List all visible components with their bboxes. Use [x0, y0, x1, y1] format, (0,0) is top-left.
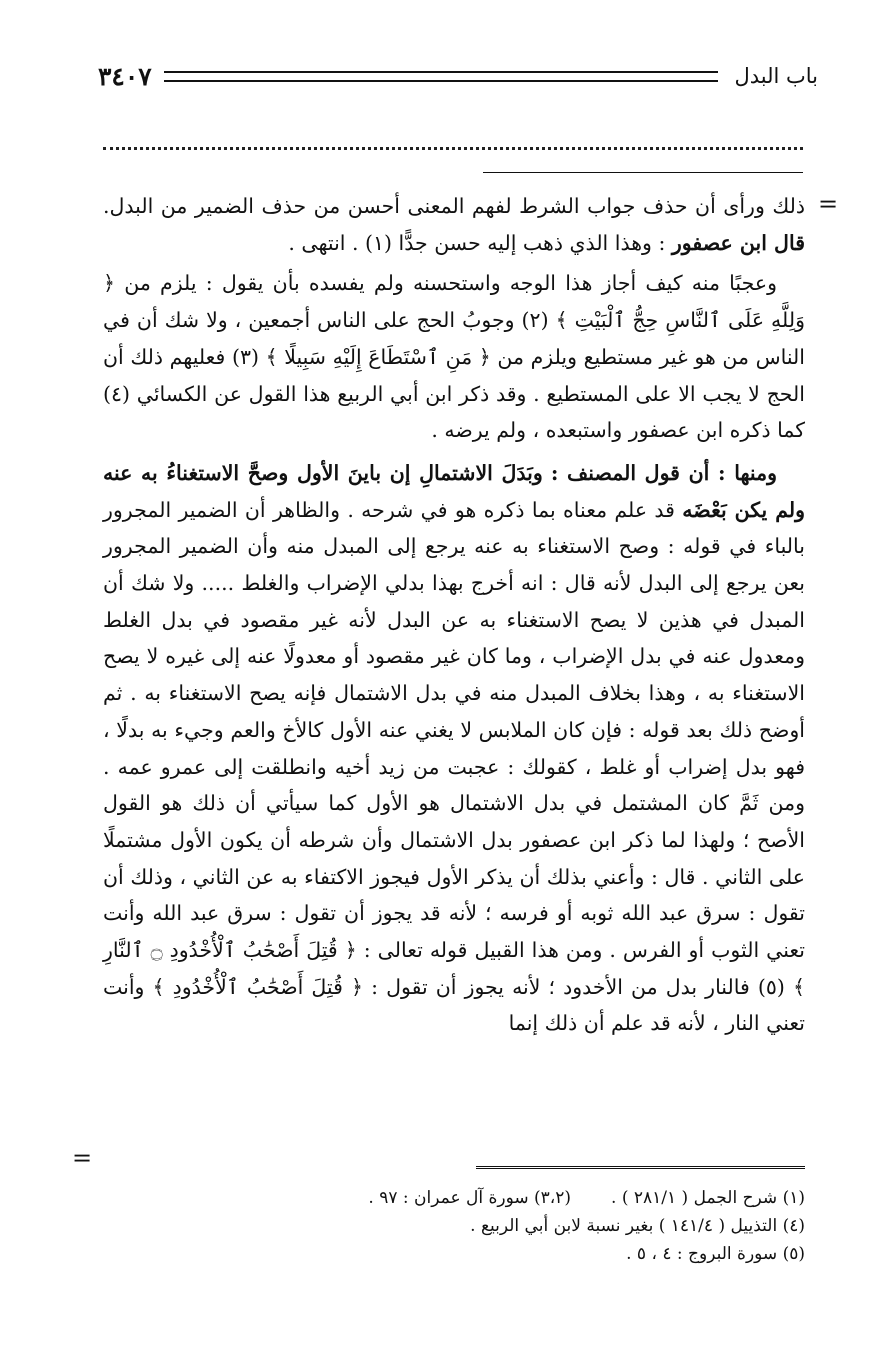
paragraph-3-mid: (٥) فالنار بدل من الأخدود ؛ لأنه يجوز أن تقول :: [371, 974, 785, 999]
bold-citation: قال ابن عصفور: [671, 230, 805, 255]
footnote-1: (١) شرح الجمل ( ٢٨١/١ ) .: [611, 1188, 805, 1208]
paragraph-1-text: ذلك ورأى أن حذف جواب الشرط لفهم المعنى أحسن من حذف الضمير من البدل.: [103, 194, 805, 218]
dotted-separator: [103, 133, 803, 150]
continuation-mark-start: =: [818, 190, 839, 218]
paragraph-3-text: قد علم معناه بما ذكره هو في شرحه . والظاهر أن الضمير المجرور بالباء في قوله : وصح الاستغناء به عنه يرجع إلى المبدل منه وأن الضمير المجرور بعن يرجع إلى البدل لأنه قال : انه أخرج بهذا بدلي الإضراب والغلط ..... ولا شك أن المبدل في هذين لا يصح الاستغناء به عن البدل لأنه غير مقصود في بدل الغلط ومعدول عنه في بدل الإضراب ، وما كان غير مقصود أو معدولًا عنه إلى غيره لا يصح الاستغناء به ، وهذا بخلاف المبدل منه في بدل الاشتمال فإنه يصح الاستغناء به . ثم أوضح ذلك بعد قوله : فإن كان الملابس لا يغني عنه الأول كالأخ والعم وجيء به بدلًا ، فهو بدل إضراب أو غلط ، كقولك : عجبت من زيد أخيه وانطلقت إلى عمرو عمه . ومن ثَمَّ كان المشتمل في بدل الاشتمال هو الأول كما سيأتي أن ذلك هو القول الأصح ؛ ولهذا لما ذكر ابن عصفور بدل الاشتمال وأن شرطه أن يكون الأول مشتملًا على الثاني . قال : وأعني بذلك أن يذكر الأول فيجوز الاكتفاء به عن الثاني ، وذلك أن تقول : سرق عبد الله ثوبه أو فرسه ؛ لأنه قد يجوز أن تقول : سرق عبد الله وأنت تعني الثوب أو الفرس . ومن هذا القبيل قوله تعالى :: [103, 497, 806, 963]
footnotes: [103, 1184, 805, 1268]
paragraph-2: [103, 265, 805, 449]
paragraph-1: [103, 188, 805, 261]
paragraph-2-text-b: (٢) وجوبُ الحج على الناس أجمعين ، ولا شك أن في الناس من هو غير مستطيع ويلزم من: [103, 308, 805, 369]
paragraph-1-tail: : وهذا الذي ذهب إليه حسن جدًّا (١) . انتهى .: [288, 230, 666, 255]
quran-quote-4: ﴿ قُتِلَ أَصْحَٰبُ ٱلْأُخْدُودِ ﴾: [152, 974, 364, 999]
quran-quote-2: ﴿ مَنِ ٱسْتَطَاعَ إِلَيْهِ سَبِيلًا ﴾: [265, 344, 491, 369]
footnote-row-1: [103, 1184, 805, 1212]
header-rule: [164, 71, 719, 82]
separator-rule: [483, 172, 803, 173]
chapter-title: باب البدل: [734, 64, 818, 88]
footnote-4: (٤) التذييل ( ١٤١/٤ ) بغير نسبة لابن أبي الربيع .: [470, 1216, 805, 1236]
main-text: [103, 188, 805, 1042]
continuation-mark-end: =: [72, 1144, 93, 1172]
paragraph-3: [103, 455, 805, 1042]
author-quote-bold: وبَدَلَ الاشتمالِ إن باينَ الأول وصحَّ الاستغناءُ به عنه ولم يكن بَعْضَه: [103, 460, 805, 522]
footnote-rule: [476, 1166, 805, 1169]
footnote-5: (٥) سورة البروج : ٤ ، ٥ .: [626, 1244, 805, 1264]
page-number: ٣٤٠٧: [98, 61, 152, 91]
paragraph-2-text-a: وعجبًا منه كيف أجاز هذا الوجه واستحسنه ولم يفسده بأن يقول : يلزم من: [124, 271, 777, 296]
paragraph-2-text-c: (٣) فعليهم ذلك أن الحج لا يجب الا على المستطيع . وقد ذكر ابن أبي الربيع هذا القول عن الكسائي (٤) كما ذكره ابن عصفور واستبعده ، ولم يرضه .: [103, 344, 805, 443]
paragraph-3-end: وأنت تعني النار ، لأنه قد علم أن ذلك إنما: [103, 974, 805, 1036]
running-header: [98, 58, 818, 94]
quran-quote-1: ﴿ وَلِلَّهِ عَلَى ٱلنَّاسِ حِجُّ ٱلْبَيْتِ ﴾: [103, 271, 805, 333]
footnote-2-3: (٣،٢) سورة آل عمران : ٩٧ .: [368, 1188, 572, 1208]
paragraph-3-lead: ومنها : أن قول المصنف :: [550, 460, 777, 485]
quran-quote-3: ﴿ قُتِلَ أَصْحَٰبُ ٱلْأُخْدُودِ ۝ ٱلنَّارِ ﴾: [103, 938, 805, 999]
